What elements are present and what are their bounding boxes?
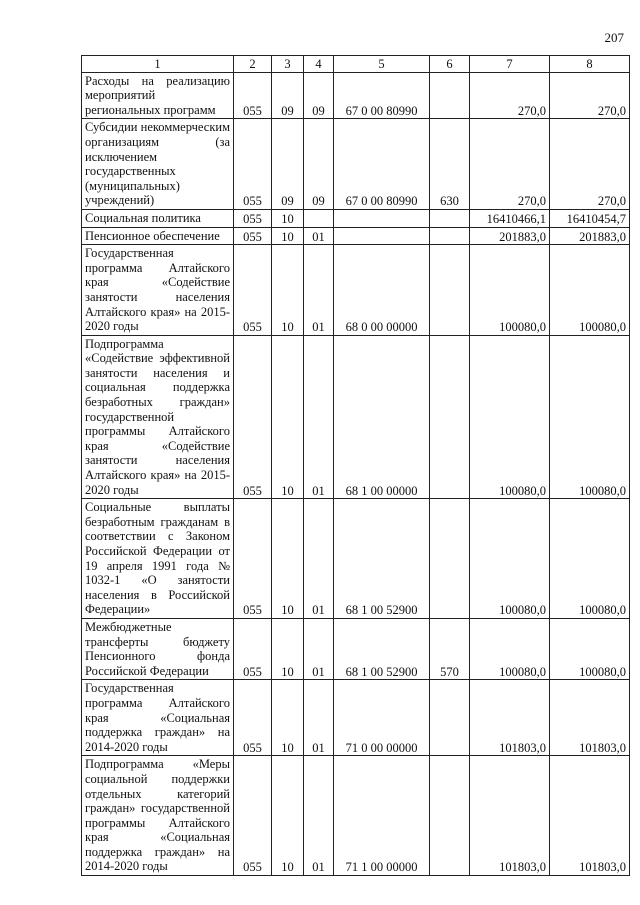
subsection-code: 01	[304, 756, 334, 876]
amount-col7: 100080,0	[470, 335, 550, 499]
target-code: 67 0 00 80990	[334, 119, 430, 210]
amount-col7: 100080,0	[470, 499, 550, 619]
section-code: 10	[272, 335, 304, 499]
amount-col8: 100080,0	[550, 335, 630, 499]
table-row	[82, 245, 630, 336]
amount-col7: 100080,0	[470, 245, 550, 336]
admin-code: 055	[234, 680, 272, 756]
header-cell: 2	[234, 56, 272, 73]
amount-col7: 270,0	[470, 72, 550, 119]
row-name: Межбюджетные трансферты бюджету Пенсионного фонда Российской Федерации	[82, 618, 234, 679]
header-row	[82, 56, 630, 73]
row-name: Государственная программа Алтайского края «Содействие занятости населения Алтайского края» на 2015-2020 годы	[82, 245, 234, 336]
amount-col8: 100080,0	[550, 618, 630, 679]
subsection-code: 09	[304, 72, 334, 119]
target-code: 68 1 00 52900	[334, 618, 430, 679]
amount-col8: 101803,0	[550, 680, 630, 756]
expense-type-code: 570	[430, 618, 470, 679]
expense-type-code	[430, 209, 470, 227]
subsection-code	[304, 209, 334, 227]
header-cell: 3	[272, 56, 304, 73]
subsection-code: 01	[304, 335, 334, 499]
section-code: 10	[272, 618, 304, 679]
amount-col8: 100080,0	[550, 499, 630, 619]
header-cell: 5	[334, 56, 430, 73]
expense-type-code	[430, 72, 470, 119]
target-code: 68 0 00 00000	[334, 245, 430, 336]
amount-col7: 270,0	[470, 119, 550, 210]
amount-col7: 101803,0	[470, 756, 550, 876]
header-cell: 7	[470, 56, 550, 73]
admin-code: 055	[234, 227, 272, 245]
row-name: Государственная программа Алтайского края «Социальная поддержка граждан» на 2014-2020 годы	[82, 680, 234, 756]
admin-code: 055	[234, 756, 272, 876]
row-name: Пенсионное обеспечение	[82, 227, 234, 245]
subsection-code: 09	[304, 119, 334, 210]
admin-code: 055	[234, 209, 272, 227]
admin-code: 055	[234, 119, 272, 210]
amount-col7: 16410466,1	[470, 209, 550, 227]
table-row	[82, 227, 630, 245]
expense-type-code	[430, 245, 470, 336]
row-name: Подпрограмма «Меры социальной поддержки отдельных категорий граждан» государственной программы Алтайского края «Социальная поддержка граждан» на 2014-2020 годы	[82, 756, 234, 876]
page-number: 207	[604, 30, 624, 45]
expense-type-code	[430, 335, 470, 499]
expense-type-code	[430, 499, 470, 619]
table-row	[82, 618, 630, 679]
subsection-code: 01	[304, 618, 334, 679]
row-name: Подпрограмма «Содействие эффективной занятости населения и социальная поддержка безработных граждан» государственной программы Алтайского края «Содействие занятости населения Алтайского края» на 2015-2020 годы	[82, 335, 234, 499]
admin-code: 055	[234, 499, 272, 619]
amount-col8: 270,0	[550, 72, 630, 119]
table-row	[82, 756, 630, 876]
amount-col7: 201883,0	[470, 227, 550, 245]
table-row	[82, 680, 630, 756]
header-cell: 8	[550, 56, 630, 73]
row-name: Субсидии некоммерческим организациям (за исключением государственных (муниципальных) учреждений)	[82, 119, 234, 210]
target-code: 68 1 00 00000	[334, 335, 430, 499]
target-code	[334, 227, 430, 245]
amount-col8: 16410454,7	[550, 209, 630, 227]
row-name: Расходы на реализацию мероприятий региональных программ	[82, 72, 234, 119]
amount-col8: 270,0	[550, 119, 630, 210]
admin-code: 055	[234, 618, 272, 679]
section-code: 10	[272, 227, 304, 245]
amount-col7: 100080,0	[470, 618, 550, 679]
section-code: 09	[272, 119, 304, 210]
table-row	[82, 119, 630, 210]
section-code: 10	[272, 680, 304, 756]
subsection-code: 01	[304, 680, 334, 756]
section-code: 10	[272, 209, 304, 227]
header-cell: 6	[430, 56, 470, 73]
expense-type-code	[430, 756, 470, 876]
amount-col7: 101803,0	[470, 680, 550, 756]
row-name: Социальная политика	[82, 209, 234, 227]
header-cell: 4	[304, 56, 334, 73]
amount-col8: 101803,0	[550, 756, 630, 876]
expense-type-code	[430, 227, 470, 245]
target-code: 71 0 00 00000	[334, 680, 430, 756]
section-code: 09	[272, 72, 304, 119]
admin-code: 055	[234, 72, 272, 119]
subsection-code: 01	[304, 245, 334, 336]
row-name: Социальные выплаты безработным гражданам в соответствии с Законом Российской Федерации от 19 апреля 1991 года № 1032-1 «О занятости населения в Российской Федерации»	[82, 499, 234, 619]
target-code	[334, 209, 430, 227]
section-code: 10	[272, 756, 304, 876]
table-row	[82, 209, 630, 227]
admin-code: 055	[234, 335, 272, 499]
budget-table	[81, 55, 630, 876]
table-row	[82, 499, 630, 619]
target-code: 71 1 00 00000	[334, 756, 430, 876]
admin-code: 055	[234, 245, 272, 336]
table-row	[82, 72, 630, 119]
section-code: 10	[272, 245, 304, 336]
subsection-code: 01	[304, 227, 334, 245]
expense-type-code: 630	[430, 119, 470, 210]
section-code: 10	[272, 499, 304, 619]
expense-type-code	[430, 680, 470, 756]
table-row	[82, 335, 630, 499]
amount-col8: 201883,0	[550, 227, 630, 245]
target-code: 67 0 00 80990	[334, 72, 430, 119]
target-code: 68 1 00 52900	[334, 499, 430, 619]
subsection-code: 01	[304, 499, 334, 619]
amount-col8: 100080,0	[550, 245, 630, 336]
header-cell: 1	[82, 56, 234, 73]
